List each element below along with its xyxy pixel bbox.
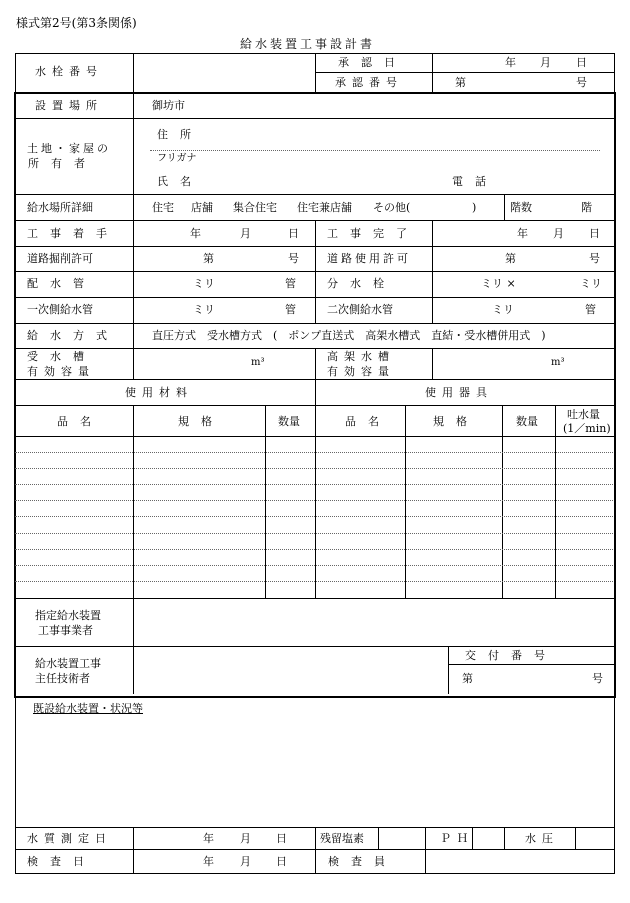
- work-finish-month: 月: [553, 227, 564, 240]
- main-pipe-label: 配水管: [27, 277, 96, 290]
- owner-label-line1: 土地・家屋の: [27, 142, 111, 155]
- issue-dai: 第: [462, 672, 473, 685]
- approval-number-label: 承認番号: [335, 76, 403, 89]
- receive-tank-label-1: 受水槽: [27, 350, 96, 363]
- materials-title: 使用材料: [125, 386, 193, 399]
- option-apartment: 集合住宅: [233, 201, 277, 214]
- supply-method-options: 直圧方式 受水槽方式 ( ポンプ直送式 高架水槽式 直結・受水槽併用式 ): [152, 329, 546, 342]
- road-exc-dai: 第: [203, 252, 214, 265]
- work-start-label: 工事着手: [27, 227, 119, 240]
- form-number-label: 様式第2号(第3条関係): [16, 16, 137, 30]
- pressure-label: 水圧: [525, 832, 559, 845]
- issue-go: 号: [592, 672, 603, 685]
- primary-pipe-unit: 管: [285, 303, 296, 316]
- option-housing-store: 住宅兼店舗: [297, 201, 352, 214]
- existing-label: 既設給水装置・状況等: [33, 702, 143, 715]
- col-flow-line1: 吐水量: [567, 408, 600, 421]
- work-start-year: 年: [190, 227, 201, 240]
- meter-number-label: 水栓番号: [35, 65, 103, 78]
- branch-tap-mm: ミリ ×: [481, 277, 516, 290]
- equipment-title: 使用器具: [425, 386, 493, 399]
- approval-month: 月: [540, 56, 551, 69]
- secondary-pipe-mm: ミリ: [492, 303, 514, 316]
- inspector-label: 検査員: [328, 855, 397, 868]
- floors-unit: 階: [581, 201, 592, 214]
- secondary-pipe-unit: 管: [585, 303, 596, 316]
- receive-tank-label-2: 有効容量: [27, 365, 95, 378]
- water-test-label: 水質測定日: [27, 832, 112, 845]
- col-qty-right: 数量: [516, 415, 538, 428]
- water-test-month: 月: [240, 832, 251, 845]
- elevated-tank-label-2: 有効容量: [327, 365, 395, 378]
- road-exc-go: 号: [288, 252, 299, 265]
- ph-label: ＰＨ: [440, 832, 474, 845]
- option-other: その他(: [373, 201, 411, 214]
- road-use-dai: 第: [505, 252, 516, 265]
- work-finish-label: 工事完了: [327, 227, 419, 240]
- inspection-date-label: 検査日: [27, 855, 96, 868]
- main-pipe-mm: ミリ: [193, 277, 215, 290]
- road-use-label: 道路使用許可: [327, 252, 411, 265]
- approval-date-label: 承認日: [338, 56, 407, 69]
- work-start-day: 日: [288, 227, 299, 240]
- owner-label-line2: 所有者: [28, 157, 97, 170]
- chlorine-label: 残留塩素: [320, 832, 364, 845]
- inspection-month: 月: [240, 855, 251, 868]
- col-flow-line2: (1／min): [563, 422, 611, 435]
- work-finish-year: 年: [517, 227, 528, 240]
- approval-no-go: 号: [576, 76, 587, 89]
- contractor-label-1: 指定給水装置: [35, 609, 101, 622]
- primary-pipe-mm: ミリ: [193, 303, 215, 316]
- name-label: 氏名: [157, 175, 203, 188]
- work-start-month: 月: [240, 227, 251, 240]
- elevated-tank-label-1: 高架水槽: [327, 350, 395, 363]
- branch-tap-label: 分水栓: [327, 277, 396, 290]
- approval-no-dai: 第: [455, 76, 466, 89]
- water-test-year: 年: [203, 832, 214, 845]
- approval-day: 日: [576, 56, 587, 69]
- col-item-name-right: 品名: [345, 415, 391, 428]
- road-excavation-label: 道路掘削許可: [27, 252, 93, 265]
- road-use-go: 号: [589, 252, 600, 265]
- water-test-day: 日: [276, 832, 287, 845]
- secondary-pipe-label: 二次側給水管: [327, 303, 393, 316]
- option-other-close: ): [472, 201, 477, 214]
- furigana-label: フリガナ: [157, 153, 197, 164]
- work-finish-day: 日: [589, 227, 600, 240]
- address-label: 住所: [157, 128, 203, 141]
- supply-method-label: 給水方式: [27, 329, 119, 342]
- engineer-label-1: 給水装置工事: [35, 657, 101, 670]
- main-pipe-unit: 管: [285, 277, 296, 290]
- site-value: 御坊市: [152, 99, 185, 112]
- primary-pipe-label: 一次側給水管: [27, 303, 93, 316]
- approval-year: 年: [505, 56, 516, 69]
- inspection-day: 日: [276, 855, 287, 868]
- engineer-label-2: 主任技術者: [35, 672, 90, 685]
- option-store: 店舗: [191, 201, 213, 214]
- site-label: 設置場所: [35, 99, 103, 112]
- inspection-year: 年: [203, 855, 214, 868]
- option-housing: 住宅: [152, 201, 174, 214]
- floors-label: 階数: [510, 201, 532, 214]
- contractor-label-2: 工事事業者: [38, 624, 93, 637]
- issue-number-label: 交付番号: [465, 649, 557, 662]
- col-spec-left: 規格: [178, 415, 224, 428]
- col-qty-left: 数量: [278, 415, 300, 428]
- elevated-tank-unit: m³: [551, 357, 565, 368]
- branch-tap-mm2: ミリ: [580, 277, 602, 290]
- phone-label: 電話: [452, 175, 498, 188]
- col-spec-right: 規格: [433, 415, 479, 428]
- receive-tank-unit: m³: [251, 357, 265, 368]
- detail-label: 給水場所詳細: [27, 201, 93, 214]
- page-title: 給水装置工事設計書: [240, 37, 376, 51]
- col-item-name-left: 品名: [57, 415, 103, 428]
